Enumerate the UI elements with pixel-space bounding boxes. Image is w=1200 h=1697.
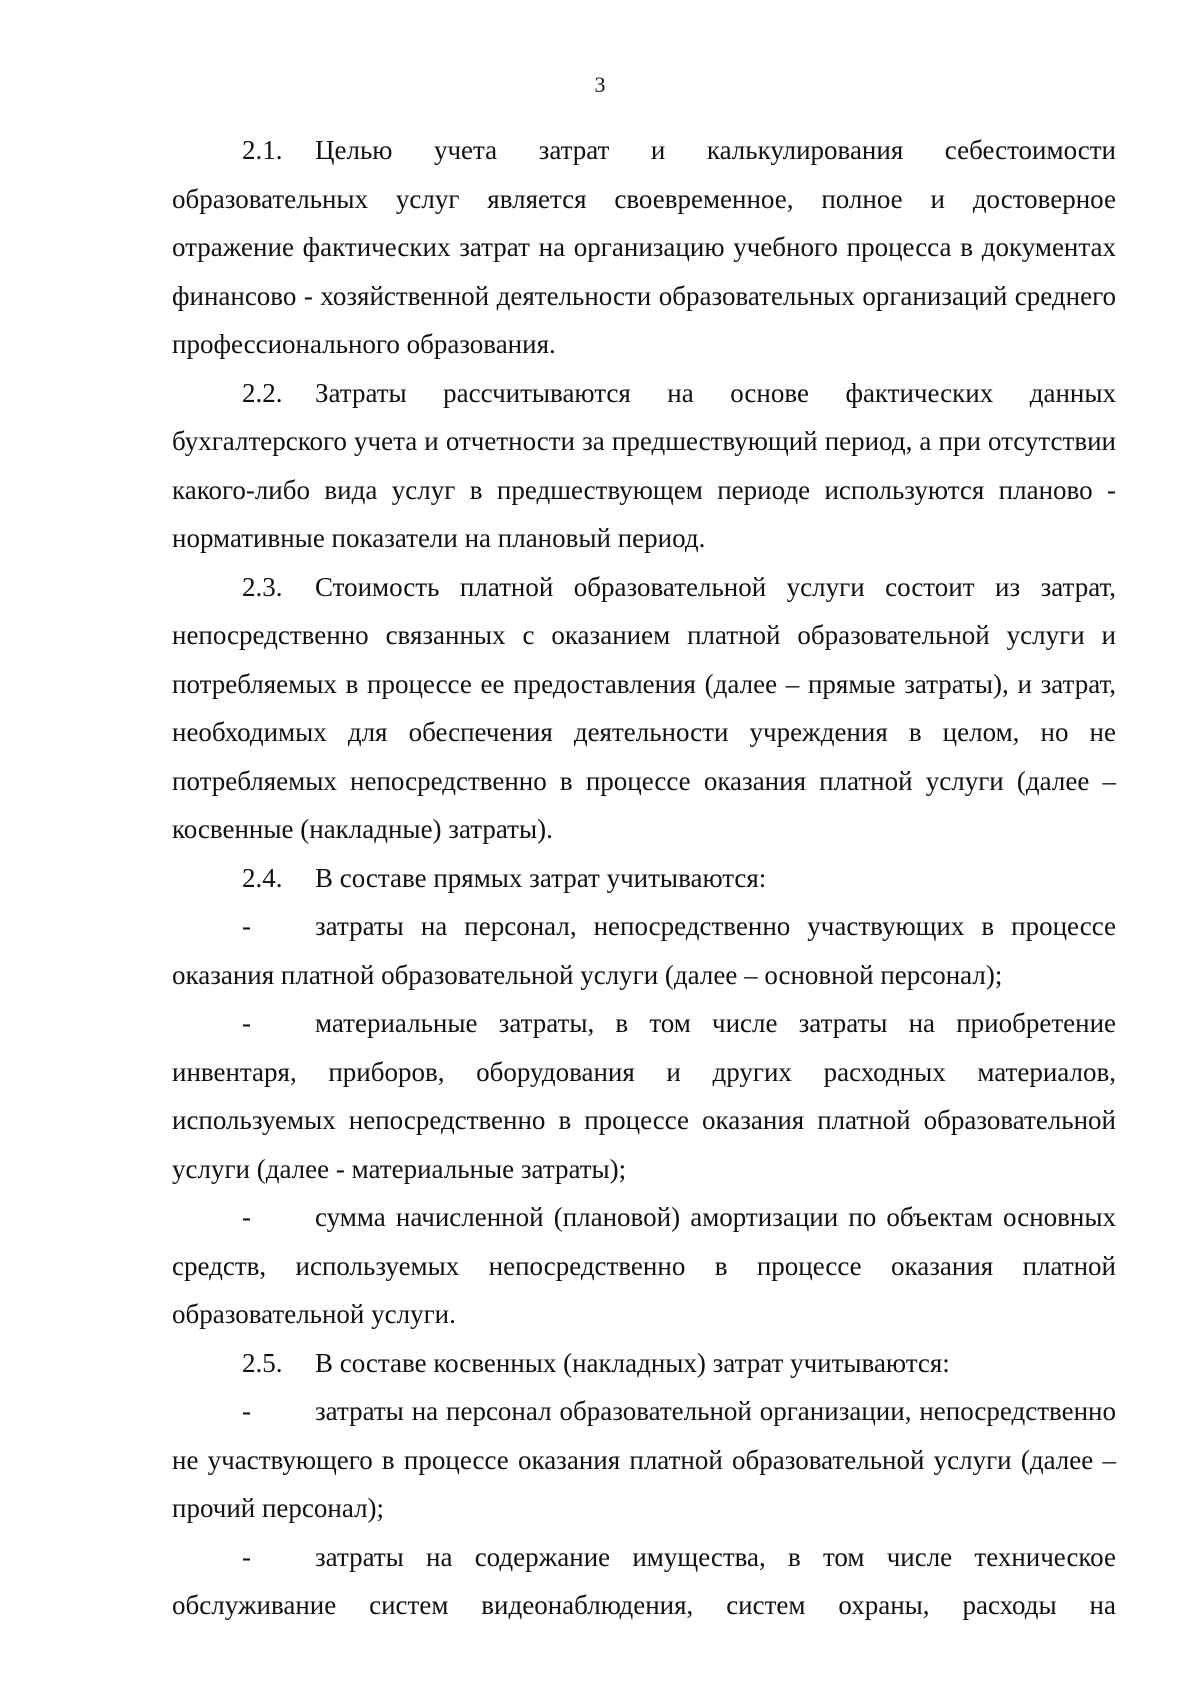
- paragraph-number: 2.2.: [242, 377, 283, 408]
- paragraph-text: В составе косвенных (накладных) затрат учитываются:: [315, 1347, 950, 1378]
- paragraph-text: В составе прямых затрат учитываются:: [315, 862, 767, 893]
- list-item-text: материальные затраты, в том числе затраты на приобретение инвентаря, приборов, оборудования и других расходных материалов, используемых непосредственно в процессе оказания платной образовательной услуги (далее - материальные затраты);: [172, 1008, 1116, 1184]
- paragraph-2-1: [172, 126, 1116, 369]
- list-item-text: сумма начисленной (плановой) амортизации по объектам основных средств, используемых непосредственно в процессе оказания платной образовательной услуги.: [172, 1202, 1116, 1329]
- list-item-depreciation: [172, 1193, 1116, 1339]
- list-item-property-maintenance: [172, 1533, 1116, 1630]
- paragraph-2-3: [172, 563, 1116, 854]
- list-item-text: затраты на персонал, непосредственно участвующих в процессе оказания платной образовательной услуги (далее – основной персонал);: [172, 911, 1116, 990]
- document-body: [172, 126, 1116, 1630]
- list-dash: -: [242, 1541, 251, 1572]
- list-item-material-costs: [172, 999, 1116, 1193]
- list-item-direct-personnel: [172, 902, 1116, 999]
- paragraph-2-4: [172, 854, 1116, 903]
- paragraph-text: Затраты рассчитываются на основе фактических данных бухгалтерского учета и отчетности за предшествующий период, а при отсутствии какого-либо вида услуг в предшествующем периоде используются планово - нормативные показатели на плановый период.: [172, 377, 1116, 553]
- list-item-text: затраты на персонал образовательной организации, непосредственно не участвующего в процессе оказания платной образовательной услуги (далее – прочий персонал);: [172, 1396, 1116, 1523]
- list-item-text: затраты на содержание имущества, в том числе техническое обслуживание систем видеонаблюдения, систем охраны, расходы на: [172, 1541, 1116, 1620]
- paragraph-number: 2.4.: [242, 862, 283, 893]
- paragraph-number: 2.3.: [242, 571, 283, 602]
- list-item-other-personnel: [172, 1387, 1116, 1533]
- list-dash: -: [242, 1202, 251, 1232]
- paragraph-2-2: [172, 369, 1116, 563]
- paragraph-number: 2.5.: [242, 1347, 283, 1378]
- list-dash: -: [242, 1008, 251, 1038]
- list-dash: -: [242, 911, 251, 941]
- list-dash: -: [242, 1396, 251, 1426]
- paragraph-2-5: [172, 1339, 1116, 1388]
- paragraph-number: 2.1.: [242, 135, 283, 165]
- paragraph-text: Стоимость платной образовательной услуги состоит из затрат, непосредственно связанных с оказанием платной образовательной услуги и потребляемых в процессе ее предоставления (далее – прямые затраты), и затрат, необходимых для обеспечения деятельности учреждения в целом, но не потребляемых непосредственно в процессе оказания платной услуги (далее – косвенные (накладные) затраты).: [172, 571, 1116, 844]
- paragraph-text: Целью учета затрат и калькулирования себестоимости образовательных услуг является своевременное, полное и достоверное отражение фактических затрат на организацию учебного процесса в документах финансово - хозяйственной деятельности образовательных организаций среднего профессионального образования.: [172, 135, 1116, 359]
- page-number: 3: [594, 72, 606, 97]
